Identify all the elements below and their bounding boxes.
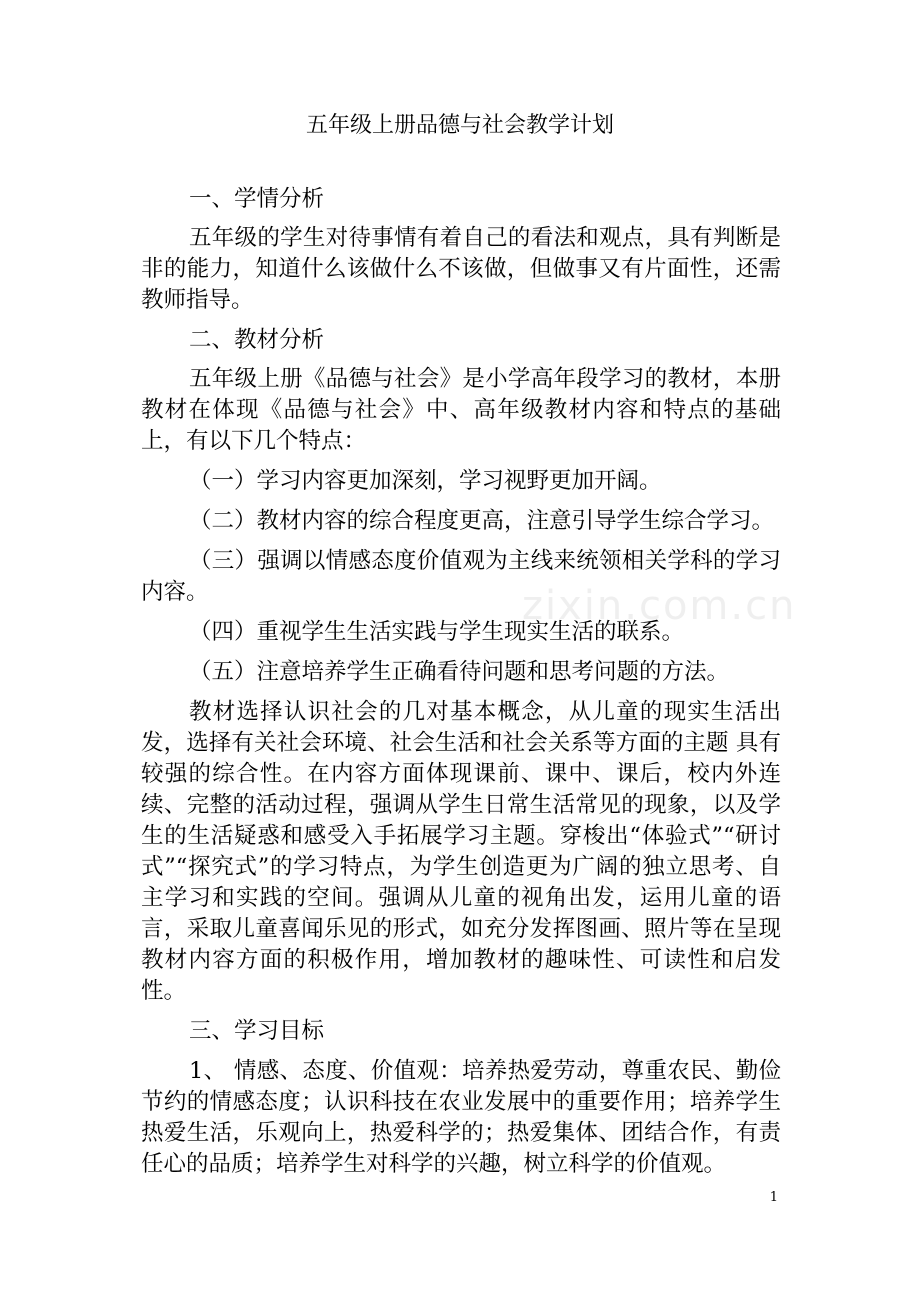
textbook-feature-item: （五）注意培养学生正确看待问题和思考问题的方法。 [189, 659, 730, 685]
textbook-analysis-intro: 五年级上册《品德与社会》是小学高年段学习的教材，本册教材在体现《品德与社会》中、高年级教材内容和特点的基础上，有以下几个特点： [141, 366, 781, 454]
section-heading-textbook-analysis: 二、教材分析 [189, 327, 325, 353]
textbook-feature-item: （三）强调以情感态度价值观为主线来统领相关学科的学习内容。 [141, 548, 781, 605]
watermark: zixin.com.cn [522, 583, 797, 629]
section-heading-learning-analysis: 一、学情分析 [189, 186, 325, 212]
textbook-feature-item: （一）学习内容更加深刻，学习视野更加开阔。 [189, 468, 662, 494]
document-body [141, 184, 781, 1180]
textbook-feature-item: （二）教材内容的综合程度更高，注意引导学生综合学习。 [189, 508, 775, 534]
section-heading-learning-goals: 三、学习目标 [189, 1018, 325, 1044]
page-number: 1 [769, 1190, 778, 1205]
textbook-feature-item: （四）重视学生生活实践与学生现实生活的联系。 [189, 619, 685, 645]
learning-goal-item: 1、 情感、态度、价值观：培养热爱劳动，尊重农民、勤俭节约的情感态度；认识科技在农业发展中的重要作用；培养学生热爱生活，乐观向上，热爱科学的；热爱集体、团结合作，有责任心的品质；培养学生对科学的兴趣，树立科学的价值观。 [141, 1058, 781, 1177]
learning-analysis-paragraph: 五年级的学生对待事情有着自己的看法和观点，具有判断是非的能力，知道什么该做什么不该做，但做事又有片面性，还需教师指导。 [141, 225, 781, 313]
document-title: 五年级上册品德与社会教学计划 [305, 113, 614, 138]
textbook-analysis-closing: 教材选择认识社会的几对基本概念，从儿童的现实生活出发，选择有关社会环境、社会生活和社会关系等方面的主题 具有较强的综合性。在内容方面体现课前、课中、课后，校内外连续、完整的活动过程，强调从学生日常生活常见的现象，以及学生的生活疑惑和感受入手拓展学习主题。穿梭出“体验式”“研讨式”“探究式”的学习特点，为学生创造更为广阔的独立思考、自主学习和实践的空间。强调从儿童的视角出发，运用儿童的语言，采取儿童喜闻乐见的形式，如充分发挥图画、照片等在呈现教材内容方面的积极作用，增加教材的趣味性、可读性和启发性。 [141, 699, 781, 1004]
